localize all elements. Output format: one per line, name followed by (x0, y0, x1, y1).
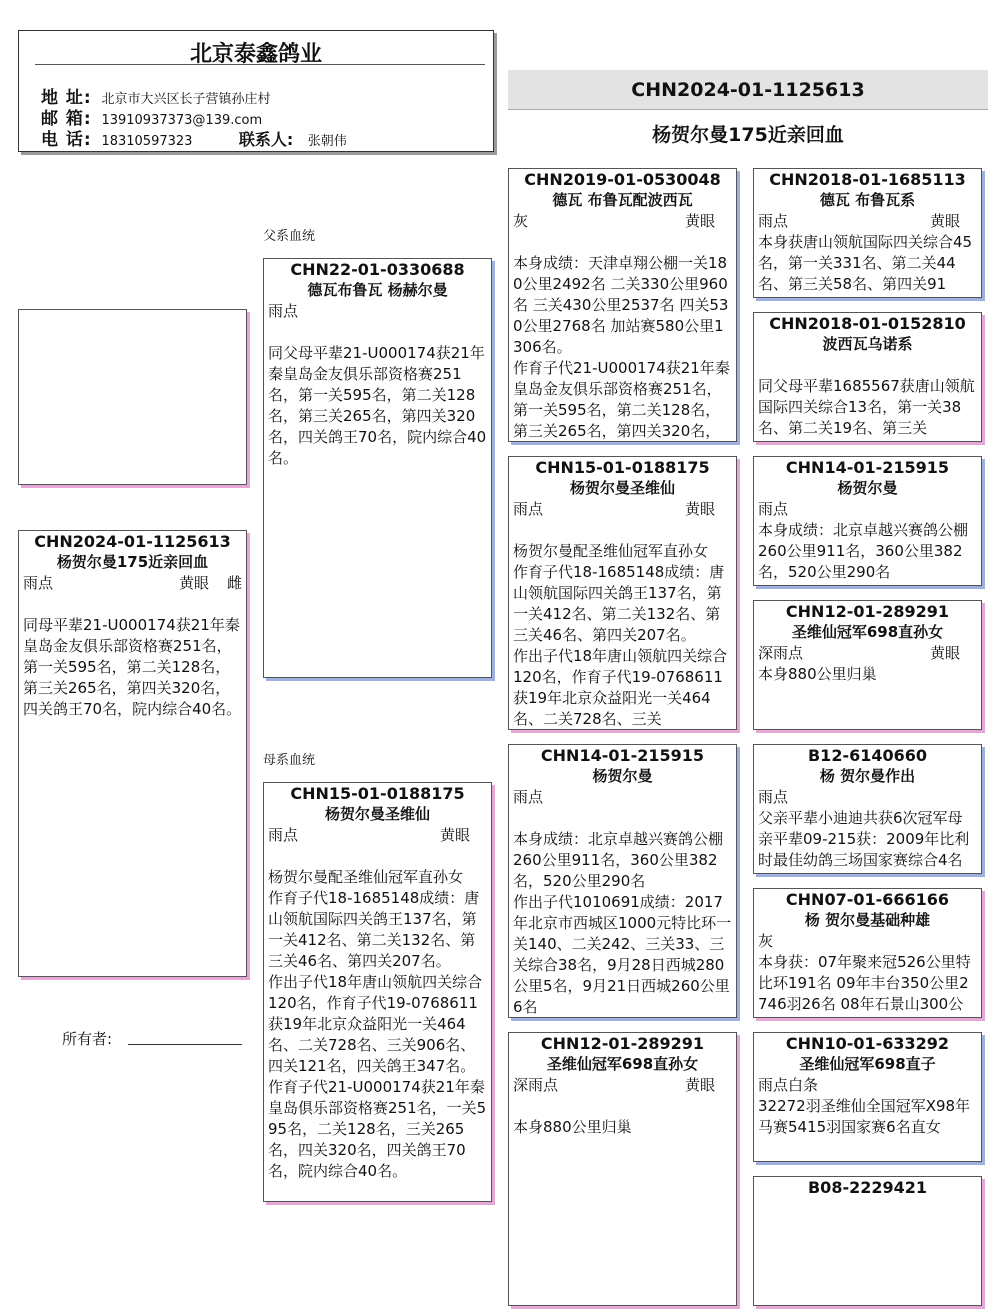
feather-color: 深雨点 (758, 644, 804, 662)
ring-number: B12-6140660 (807, 746, 928, 765)
feather-color: 雨点 (758, 212, 789, 230)
dam-sire-card (508, 744, 737, 1018)
pigeon-attributes (509, 499, 736, 520)
pigeon-notes: 本身880公里归巢 (758, 665, 877, 683)
ring-number: CHN15-01-0188175 (535, 458, 710, 477)
ring-number: CHN14-01-215915 (540, 746, 705, 765)
pigeon-notes: 本身获：07年聚来冠526公里特比环191名 09年丰台350公里2746羽26名 08年石景山300公 (758, 953, 971, 1013)
phone-label: 电 话: (41, 130, 92, 150)
pigeon-name: 杨 贺尔曼作出 (819, 767, 916, 785)
pigeon-notes: 本身成绩：北京卓越兴赛鸽公棚260公里911名，360公里382名，520公里290名 (758, 521, 969, 581)
pigeon-notes: 本身获唐山领航国际四关综合45名，第一关331名、第二关44名、第三关58名、第四关91 (758, 233, 973, 293)
pigeon-attributes (754, 787, 981, 808)
feather-color: 深雨点 (513, 1076, 559, 1094)
owner-label: 所有者: (62, 1030, 113, 1048)
eye-color: 黄眼 (930, 212, 961, 230)
pigeon-notes: 杨贺尔曼配圣维仙冠军直孙女 作育子代18-1685148成绩：唐山领航国际四关鸽王137名，第一关412名、第二关132名、第三关46名、第四关207名。 作出子代18年唐山领航四关综合120名，作育子代19-0768611获19年北京众益阳光一关464名、二关728名、三关 (513, 542, 728, 728)
eye-color: 黄眼 (685, 1076, 716, 1094)
pigeon-attributes (509, 787, 736, 808)
sex: 雌 (226, 574, 242, 592)
ring-number: B08-2229421 (807, 1178, 928, 1197)
pigeon-name: 杨贺尔曼175近亲回血 (56, 553, 209, 571)
pigeon-attributes (754, 355, 981, 376)
pigeon-attributes (509, 1075, 736, 1096)
pigeon-notes: 本身成绩：天津卓翔公棚一关180公里2492名 二关330公里960名 三关430公里2537名 四关530公里2768名 加站赛580公里1306名。 作育子代21-U000174获21年秦皇岛金友俱乐部资格赛251名，第一关595名，第二关128名，第三关265名，第四关320名， (513, 254, 730, 440)
ring-number: CHN07-01-666166 (785, 890, 950, 909)
dam-line-label: 母系血统 (263, 753, 316, 768)
ring-number: CHN2019-01-0530048 (524, 170, 721, 189)
pigeon-notes: 同母平辈21-U000174获21年秦皇岛金友俱乐部资格赛251名，第一关595名，第二关128名，第三关265名，第四关320名，四关鸽王70名，院内综合40名。 (23, 616, 242, 718)
dam-dam-sire-card (753, 1032, 982, 1162)
ring-number: CHN15-01-0188175 (290, 784, 465, 803)
pigeon-attributes (754, 499, 981, 520)
ring-number: CHN2024-01-1125613 (34, 532, 231, 551)
pigeon-attributes (264, 301, 491, 322)
pigeon-name: 波西瓦乌诺系 (822, 335, 913, 353)
sire-sire-sire-card (753, 168, 982, 298)
sire-dam-dam-card (753, 600, 982, 730)
feather-color: 雨点 (758, 500, 789, 518)
feather-color: 雨点 (268, 826, 299, 844)
dam-sire-sire-card (753, 744, 982, 874)
pigeon-name: 圣维仙冠军698直子 (799, 1055, 936, 1073)
feather-color: 雨点 (758, 788, 789, 806)
pigeon-attributes (754, 211, 981, 232)
feather-color: 雨点 (268, 302, 299, 320)
pigeon-name: 杨贺尔曼圣维仙 (569, 479, 675, 497)
pigeon-name: 德瓦 布鲁瓦配波西瓦 (552, 191, 693, 209)
pigeon-name: 杨 贺尔曼基础种雄 (804, 911, 931, 929)
pigeon-notes: 本身880公里归巢 (513, 1118, 632, 1136)
pigeon-name-title: 杨贺尔曼175近亲回血 (652, 124, 844, 146)
email-label: 邮 箱: (41, 109, 92, 129)
pigeon-photo-placeholder (18, 309, 247, 485)
dam-dam-card (508, 1032, 737, 1306)
pigeon-name: 圣维仙冠军698直孙女 (791, 623, 944, 641)
ring-number: CHN10-01-633292 (785, 1034, 950, 1053)
eye-color: 黄眼 (440, 826, 471, 844)
feather-color: 雨点 (23, 574, 54, 592)
email-value: 13910937373@139.com (101, 113, 263, 128)
sire-line-label: 父系血统 (263, 229, 316, 244)
feather-color: 雨点 (513, 500, 544, 518)
pigeon-attributes (754, 1075, 981, 1096)
pigeon-name: 杨贺尔曼圣维仙 (324, 805, 430, 823)
ring-number: CHN22-01-0330688 (290, 260, 465, 279)
pigeon-name: 德瓦 布鲁瓦系 (819, 191, 916, 209)
company-name: 北京泰鑫鸽业 (189, 42, 322, 67)
pigeon-attributes (264, 825, 491, 846)
eye-color: 黄眼 (685, 500, 716, 518)
ring-number: CHN2018-01-1685113 (769, 170, 966, 189)
sire-dam-card (508, 456, 737, 730)
dam-sire-dam-card (753, 888, 982, 1018)
phone-value: 18310597323 (101, 134, 193, 149)
pigeon-name: 杨贺尔曼 (592, 767, 653, 785)
pigeon-name: 杨贺尔曼 (837, 479, 898, 497)
header-divider (35, 64, 485, 65)
eye-color: 黄眼 (930, 644, 961, 662)
pigeon-notes: 同父母平辈21-U000174获21年秦皇岛金友俱乐部资格赛251名，第一关595名，第二关128名，第三关265名，第四关320名，四关鸽王70名，院内综合40名。 (268, 344, 487, 467)
contact-value: 张朝伟 (307, 134, 347, 149)
feather-color: 灰 (758, 932, 774, 950)
pigeon-attributes (19, 573, 246, 594)
owner-signature-line (128, 1044, 242, 1045)
eye-color: 黄眼 (179, 574, 210, 592)
sire-dam-sire-card (753, 456, 982, 586)
pigeon-attributes (754, 931, 981, 952)
contact-label: 联系人: (238, 130, 294, 149)
breeder-info-card (18, 30, 494, 152)
phone-row (41, 125, 347, 150)
ring-number: CHN12-01-289291 (785, 602, 950, 621)
ring-number: CHN2018-01-0152810 (769, 314, 966, 333)
eye-color: 黄眼 (685, 212, 716, 230)
feather-color: 雨点 (513, 788, 544, 806)
pigeon-notes: 32272羽圣维仙全国冠军X98年马赛5415羽国家赛6名直女 (758, 1097, 971, 1136)
pigeon-notes: 同父母平辈1685567获唐山领航国际四关综合13名，第一关38名、第二关19名、第三关 (758, 377, 975, 437)
subject-card (18, 530, 247, 977)
sire-sire-dam-card (753, 312, 982, 442)
pigeon-notes: 父亲平辈小迪迪共获6次冠军母亲平辈09-215获：2009年比利时最佳幼鸽三场国家赛综合4名 (758, 809, 970, 869)
pigeon-ring-banner: CHN2024-01-1125613 (508, 70, 988, 110)
pigeon-name: 圣维仙冠军698直孙女 (546, 1055, 699, 1073)
ring-number: CHN14-01-215915 (785, 458, 950, 477)
pigeon-attributes (754, 643, 981, 664)
sire-sire-card (508, 168, 737, 442)
address-value: 北京市大兴区长子营镇孙庄村 (101, 92, 271, 107)
ring-number: CHN12-01-289291 (540, 1034, 705, 1053)
feather-color: 灰 (513, 212, 529, 230)
pigeon-notes: 杨贺尔曼配圣维仙冠军直孙女 作育子代18-1685148成绩：唐山领航国际四关鸽王137名，第一关412名、第二关132名、第三关46名、第四关207名。 作出子代18年唐山领航四关综合120名，作育子代19-0768611获19年北京众益阳光一关464名、二关728名、三关906名、四关121名，四关鸽王347名。 作育子代21-U000174获21年秦皇岛俱乐部资格赛251名，一关595名，二关128名，三关265名，四关320名，四关鸽王70名，院内综合40名。 (268, 868, 487, 1180)
feather-color: 雨点白条 (758, 1076, 819, 1094)
sire-card (263, 258, 492, 678)
dam-card (263, 782, 492, 1202)
pigeon-attributes (509, 211, 736, 232)
address-label: 地 址: (41, 88, 92, 108)
dam-dam-dam-card (753, 1176, 982, 1306)
pigeon-notes: 本身成绩：北京卓越兴赛鸽公棚260公里911名，360公里382名，520公里290名 作出子代1010691成绩：2017年北京市西城区1000元特比环一关140、二关242、三关33、三关综合38名，9月28日西城280公里5名，9月21日西城260公里6名 (513, 830, 732, 1016)
pigeon-name: 德瓦布鲁瓦 杨赫尔曼 (307, 281, 448, 299)
